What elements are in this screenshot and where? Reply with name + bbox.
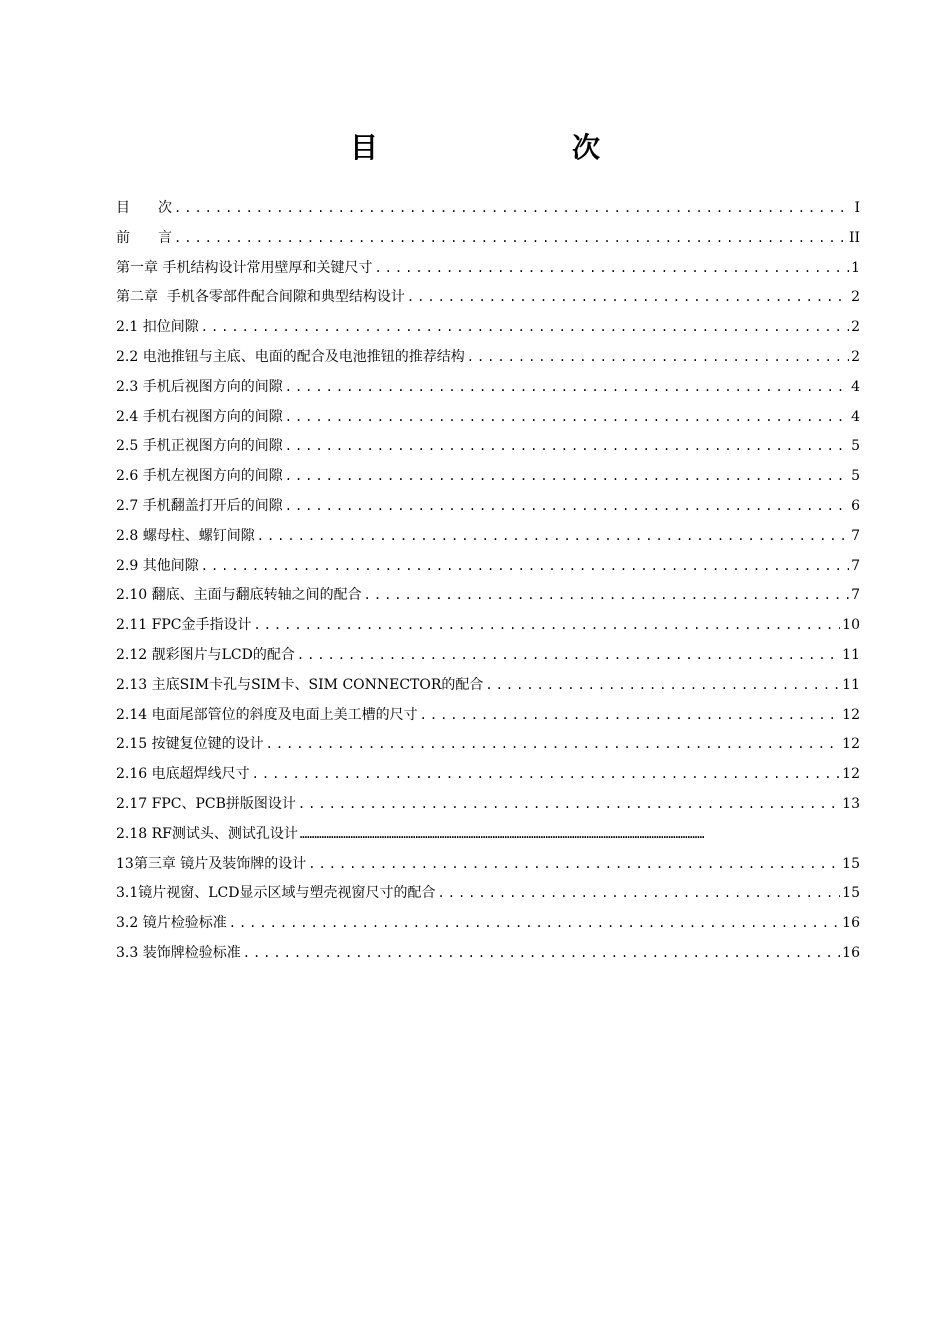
toc-entry-page: 7 <box>851 587 860 604</box>
toc-dot-leader <box>174 194 850 224</box>
toc-dot-leader <box>253 611 840 641</box>
toc-dot-leader <box>285 403 849 433</box>
toc-entry[interactable] <box>116 373 860 403</box>
table-of-contents <box>116 194 860 969</box>
toc-entry-page: 13 <box>842 795 860 812</box>
toc-entry[interactable] <box>116 522 860 552</box>
toc-entry-page: 4 <box>851 408 860 425</box>
toc-entry[interactable] <box>116 820 860 850</box>
toc-entry-page: 11 <box>842 646 860 663</box>
toc-dot-leader <box>364 581 849 611</box>
toc-entry-page: 12 <box>842 766 860 783</box>
toc-dot-leader <box>285 432 849 462</box>
toc-entry-label: 2.13 主底SIM卡孔与SIM卡、SIM CONNECTOR的配合 <box>116 676 484 693</box>
toc-entry[interactable] <box>116 552 860 582</box>
toc-entry[interactable] <box>116 581 860 611</box>
toc-entry-label: 2.5 手机正视图方向的间隙 <box>116 438 283 455</box>
toc-entry[interactable] <box>116 462 860 492</box>
toc-entry-label: 前 言 <box>116 229 172 246</box>
toc-entry[interactable] <box>116 403 860 433</box>
toc-entry-page: 12 <box>842 736 860 753</box>
toc-entry[interactable] <box>116 701 860 731</box>
toc-entry[interactable] <box>116 909 860 939</box>
toc-entry-page: 11 <box>842 676 860 693</box>
page-title: 目 次 <box>349 131 646 164</box>
toc-entry-page: 2 <box>851 319 860 336</box>
toc-dot-leader <box>257 522 849 552</box>
toc-entry-label: 2.3 手机后视图方向的间隙 <box>116 378 283 395</box>
toc-entry[interactable] <box>116 254 860 284</box>
toc-entry[interactable] <box>116 283 860 313</box>
toc-entry-page: 4 <box>851 378 860 395</box>
toc-entry-page: 12 <box>842 706 860 723</box>
toc-entry-label: 2.10 翻底、主面与翻底转轴之间的配合 <box>116 587 362 604</box>
toc-dot-leader <box>297 641 840 671</box>
toc-entry-label: 3.2 镜片检验标准 <box>116 915 227 932</box>
toc-entry-page: 16 <box>842 915 860 932</box>
toc-entry-label: 2.12 靓彩图片与LCD的配合 <box>116 646 295 663</box>
toc-entry[interactable] <box>116 492 860 522</box>
toc-entry-page: 10 <box>842 617 860 634</box>
toc-dot-leader <box>266 730 841 760</box>
toc-dot-leader <box>467 343 849 373</box>
toc-entry-page: 15 <box>842 885 860 902</box>
toc-entry[interactable] <box>116 224 860 254</box>
toc-entry-label: 2.16 电底超焊线尺寸 <box>116 766 250 783</box>
toc-dot-leader <box>201 313 849 343</box>
toc-entry-label: 2.8 螺母柱、螺钉间隙 <box>116 527 255 544</box>
toc-entry-page: 16 <box>842 944 860 961</box>
toc-entry[interactable] <box>116 879 860 909</box>
toc-entry-page: 6 <box>851 497 860 514</box>
toc-entry-page: 2 <box>851 348 860 365</box>
toc-entry[interactable] <box>116 343 860 373</box>
toc-entry[interactable] <box>116 611 860 641</box>
toc-entry-page: 1 <box>851 259 860 276</box>
toc-dot-leader <box>285 373 849 403</box>
toc-entry-page: 7 <box>851 557 860 574</box>
toc-dot-leader <box>407 283 849 313</box>
toc-dot-leader <box>201 552 849 582</box>
toc-entry[interactable] <box>116 194 860 224</box>
toc-dot-leader <box>420 701 841 731</box>
toc-ellipsis-leader <box>300 820 850 850</box>
toc-entry-label: 目 次 <box>116 200 172 216</box>
toc-dot-leader <box>252 760 841 790</box>
toc-entry-label: 2.15 按键复位键的设计 <box>116 736 264 753</box>
toc-dot-leader <box>229 909 840 939</box>
toc-dot-leader <box>485 671 840 701</box>
toc-dot-leader <box>438 879 841 909</box>
toc-entry[interactable] <box>116 730 860 760</box>
toc-dot-leader <box>285 462 849 492</box>
toc-entry-label: 2.18 RF测试头、测试孔设计 <box>116 825 298 842</box>
toc-entry[interactable] <box>116 850 860 880</box>
toc-entry-label: 2.9 其他间隙 <box>116 557 199 574</box>
toc-entry[interactable] <box>116 432 860 462</box>
toc-entry-page: I <box>854 200 860 216</box>
toc-entry-label: 2.17 FPC、PCB拼版图设计 <box>116 795 296 812</box>
toc-dot-leader <box>285 492 849 522</box>
toc-entry-label: 2.4 手机右视图方向的间隙 <box>116 408 283 425</box>
toc-entry-label: 3.3 装饰牌检验标准 <box>116 944 241 961</box>
toc-dot-leader <box>298 790 840 820</box>
toc-entry-label: 2.2 电池推钮与主底、电面的配合及电池推钮的推荐结构 <box>116 348 465 365</box>
toc-entry[interactable] <box>116 939 860 969</box>
toc-entry-label: 3.1镜片视窗、LCD显示区域与塑壳视窗尺寸的配合 <box>116 885 436 902</box>
toc-entry-label: 第二章 手机各零部件配合间隙和典型结构设计 <box>116 289 405 306</box>
toc-entry[interactable] <box>116 671 860 701</box>
toc-entry-label: 2.11 FPC金手指设计 <box>116 617 252 634</box>
toc-entry-page: 15 <box>842 855 860 872</box>
toc-entry-label: 2.6 手机左视图方向的间隙 <box>116 468 283 485</box>
toc-entry-page: 7 <box>851 527 860 544</box>
toc-entry-page: II <box>848 229 860 246</box>
toc-entry-page: 5 <box>851 468 860 485</box>
toc-entry-page: 5 <box>851 438 860 455</box>
toc-entry-page: 2 <box>851 289 860 306</box>
toc-entry[interactable] <box>116 313 860 343</box>
toc-entry-label: 2.1 扣位间隙 <box>116 319 199 336</box>
toc-entry-label: 2.14 电面尾部管位的斜度及电面上美工槽的尺寸 <box>116 706 418 723</box>
toc-dot-leader <box>308 850 840 880</box>
toc-dot-leader <box>374 254 849 284</box>
toc-entry-label: 2.7 手机翻盖打开后的间隙 <box>116 497 283 514</box>
toc-dot-leader <box>174 224 847 254</box>
toc-entry[interactable] <box>116 641 860 671</box>
toc-entry[interactable] <box>116 760 860 790</box>
toc-entry-label: 13第三章 镜片及装饰牌的设计 <box>116 855 307 872</box>
toc-entry-label: 第一章 手机结构设计常用壁厚和关键尺寸 <box>116 259 373 276</box>
toc-dot-leader <box>243 939 840 969</box>
toc-entry[interactable] <box>116 790 860 820</box>
